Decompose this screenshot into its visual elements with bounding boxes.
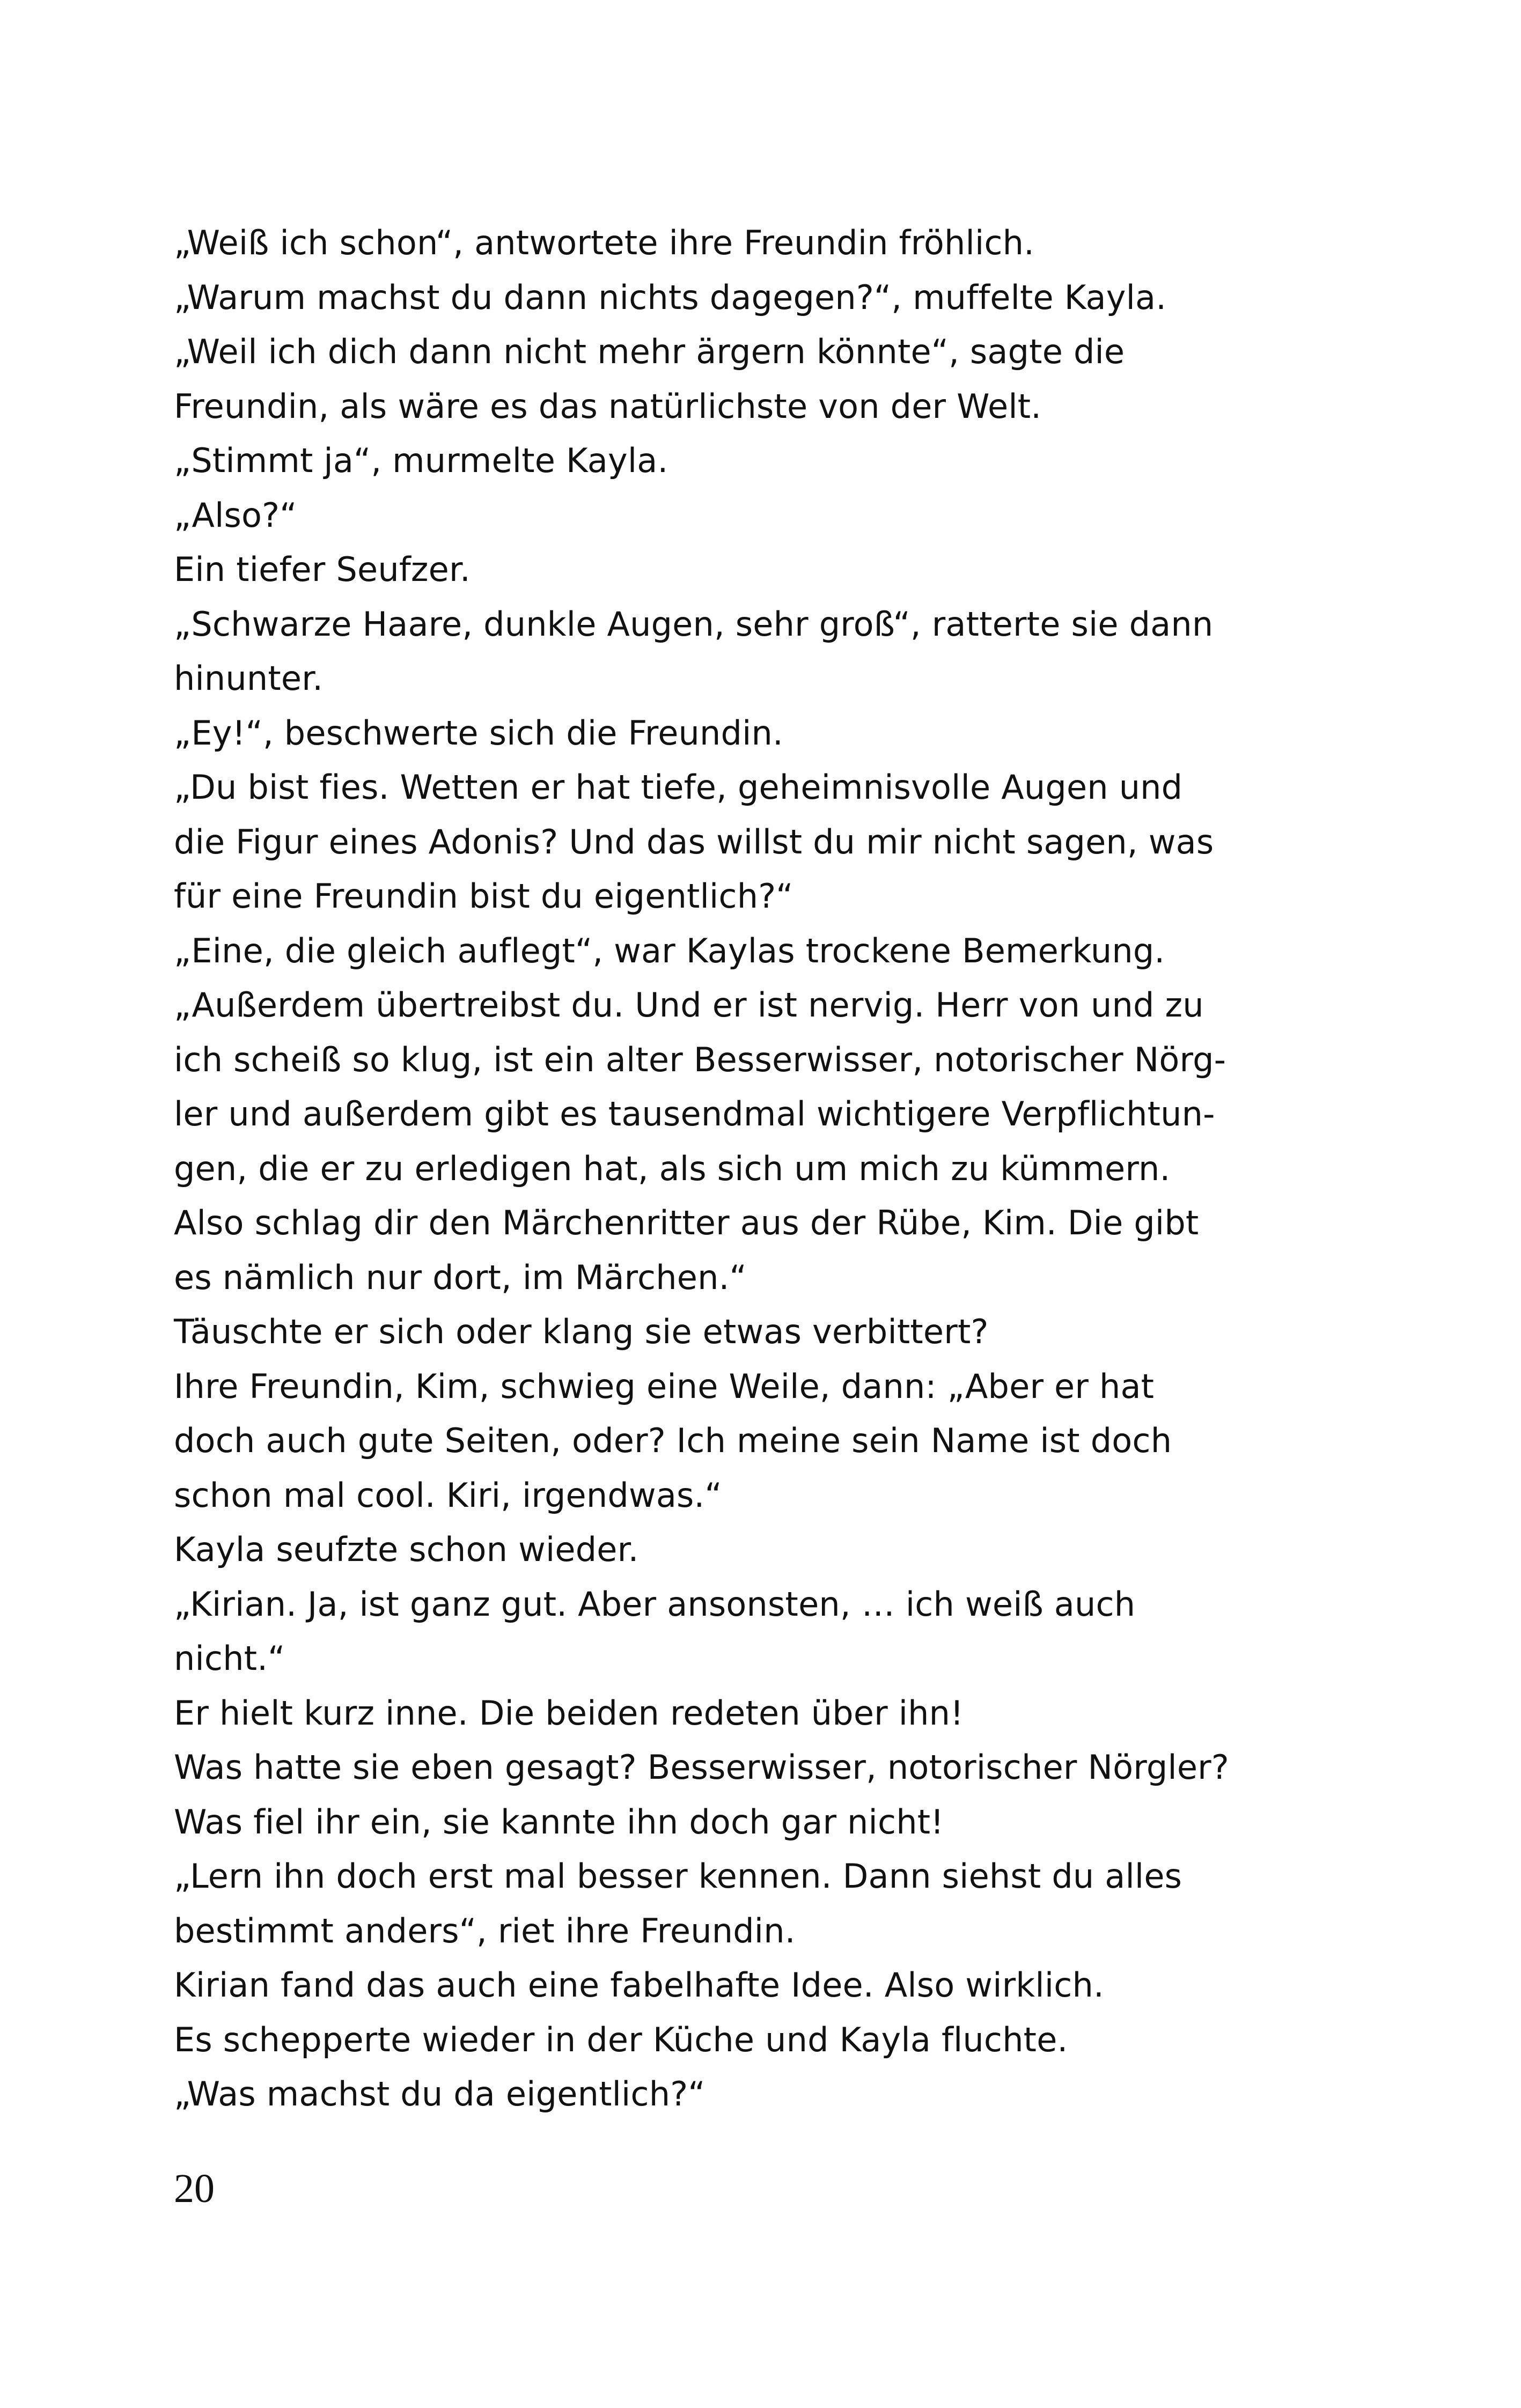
text-line: es nämlich nur dort, im Märchen.“ bbox=[174, 1257, 747, 1297]
text-line: „Stimmt ja“, murmelte Kayla. bbox=[174, 441, 668, 480]
text-line: Kirian fand das auch eine fabelhafte Idee. Also wirklich. bbox=[174, 1965, 1104, 2005]
text-line: „Weil ich dich dann nicht mehr ärgern könnte“, sagte die bbox=[174, 332, 1125, 371]
text-line: „Also?“ bbox=[174, 495, 297, 535]
text-line: „Du bist fies. Wetten er hat tiefe, geheimnisvolle Augen und bbox=[174, 768, 1183, 807]
text-line: Er hielt kurz inne. Die beiden redeten über ihn! bbox=[174, 1693, 964, 1733]
text-line: die Figur eines Adonis? Und das willst du mir nicht sagen, was bbox=[174, 822, 1214, 861]
text-line: hinunter. bbox=[174, 659, 324, 698]
text-line: „Warum machst du dann nichts dagegen?“, muffelte Kayla. bbox=[174, 277, 1167, 317]
text-line: für eine Freundin bist du eigentlich?“ bbox=[174, 877, 793, 916]
text-line: „Kirian. Ja, ist ganz gut. Aber ansonsten, … ich weiß auch bbox=[174, 1584, 1136, 1624]
text-line: Was fiel ihr ein, sie kannte ihn doch gar nicht! bbox=[174, 1802, 944, 1842]
text-line: bestimmt anders“, riet ihre Freundin. bbox=[174, 1911, 796, 1950]
text-line: ler und außerdem gibt es tausendmal wichtigere Verpflichtun- bbox=[174, 1094, 1215, 1133]
text-line: Ein tiefer Seufzer. bbox=[174, 550, 471, 589]
text-line: doch auch gute Seiten, oder? Ich meine sein Name ist doch bbox=[174, 1421, 1172, 1460]
text-line: Also schlag dir den Märchenritter aus der Rübe, Kim. Die gibt bbox=[174, 1203, 1199, 1242]
text-line: Ihre Freundin, Kim, schwieg eine Weile, dann: „Aber er hat bbox=[174, 1366, 1155, 1406]
text-line: nicht.“ bbox=[174, 1639, 285, 1678]
text-line: „Was machst du da eigentlich?“ bbox=[174, 2074, 706, 2114]
text-line: schon mal cool. Kiri, irgendwas.“ bbox=[174, 1475, 722, 1515]
text-line: „Ey!“, beschwerte sich die Freundin. bbox=[174, 713, 783, 753]
text-line: „Eine, die gleich auflegt“, war Kaylas trockene Bemerkung. bbox=[174, 931, 1165, 970]
text-line: Kayla seufzte schon wieder. bbox=[174, 1530, 639, 1569]
text-line: Täuschte er sich oder klang sie etwas verbittert? bbox=[174, 1312, 989, 1351]
text-line: ich scheiß so klug, ist ein alter Besserwisser, notorischer Nörg- bbox=[174, 1040, 1226, 1079]
text-line: Es schepperte wieder in der Küche und Kayla fluchte. bbox=[174, 2020, 1068, 2059]
text-line: „Weiß ich schon“, antwortete ihre Freundin fröhlich. bbox=[174, 223, 1035, 262]
text-line: „Außerdem übertreibst du. Und er ist nervig. Herr von und zu bbox=[174, 985, 1204, 1025]
text-line: „Schwarze Haare, dunkle Augen, sehr groß“, ratterte sie dann bbox=[174, 604, 1214, 644]
text-line: Freundin, als wäre es das natürlichste von der Welt. bbox=[174, 386, 1042, 426]
text-line: gen, die er zu erledigen hat, als sich um mich zu kümmern. bbox=[174, 1148, 1171, 1188]
text-line: „Lern ihn doch erst mal besser kennen. Dann siehst du alles bbox=[174, 1857, 1182, 1896]
page-number: 20 bbox=[174, 2166, 215, 2211]
body-text bbox=[174, 216, 1354, 2122]
text-line: Was hatte sie eben gesagt? Besserwisser, notorischer Nörgler? bbox=[174, 1748, 1229, 1787]
